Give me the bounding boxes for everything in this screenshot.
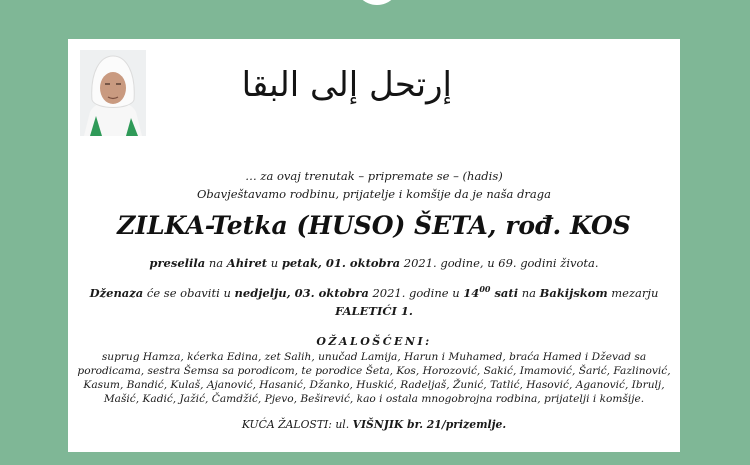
funeral-line: Dženaza će se obaviti u nedjelju, 03. oktobra 2021. godine u $14^{00}$ sati na Bakijskom mezarju bbox=[89, 284, 659, 300]
hadith-line: … za ovaj trenutak – pripremate se – (hadis) bbox=[245, 169, 503, 183]
mourners-line: porodicama, sestra Šemsa sa porodicom, te porodice Šeta, Kos, Horozović, Sakić, Imamović, Šarić, Fazlinović, bbox=[77, 365, 671, 377]
mourners-line: Mašić, Kadić, Jažić, Čamdžić, Pjevo, Beširević, kao i ostala mnogobrojna rodbina, prijatelji i komšije. bbox=[103, 393, 645, 405]
crescent-icon bbox=[350, 0, 404, 30]
mourners-line: suprug Hamza, kćerka Edina, zet Salih, unučad Lamija, Harun i Muhamed, braća Hamed i Dževad sa bbox=[101, 351, 647, 363]
house-of-mourning: KUĆA ŽALOSTI: ul. VIŠNJIK br. 21/prizemlje. bbox=[241, 418, 507, 431]
mourners-heading: OŽALOŠĆENI: bbox=[316, 335, 432, 348]
announcement-line: Obavještavamo rodbinu, prijatelje i komšije da je naša draga bbox=[196, 187, 551, 201]
deceased-name: ZILKA-Tetka (HUSO) ŠETA, rođ. KOS bbox=[117, 211, 631, 240]
passing-line: preselila na Ahiret u petak, 01. oktobra 2021. godine, u 69. godini života. bbox=[149, 256, 599, 270]
mourners-line: Kasum, Bandić, Kulaš, Ajanović, Hasanić, Džanko, Huskić, Radeljaš, Žunić, Tatlić, Hasović, Aganović, Ibrulj, bbox=[83, 379, 665, 391]
arabic-calligraphy: إرتحل إلى البقا bbox=[241, 65, 452, 105]
cemetery-name: FALETIĆI 1. bbox=[335, 304, 413, 318]
deceased-photo bbox=[80, 50, 146, 136]
obituary-card bbox=[68, 39, 680, 452]
